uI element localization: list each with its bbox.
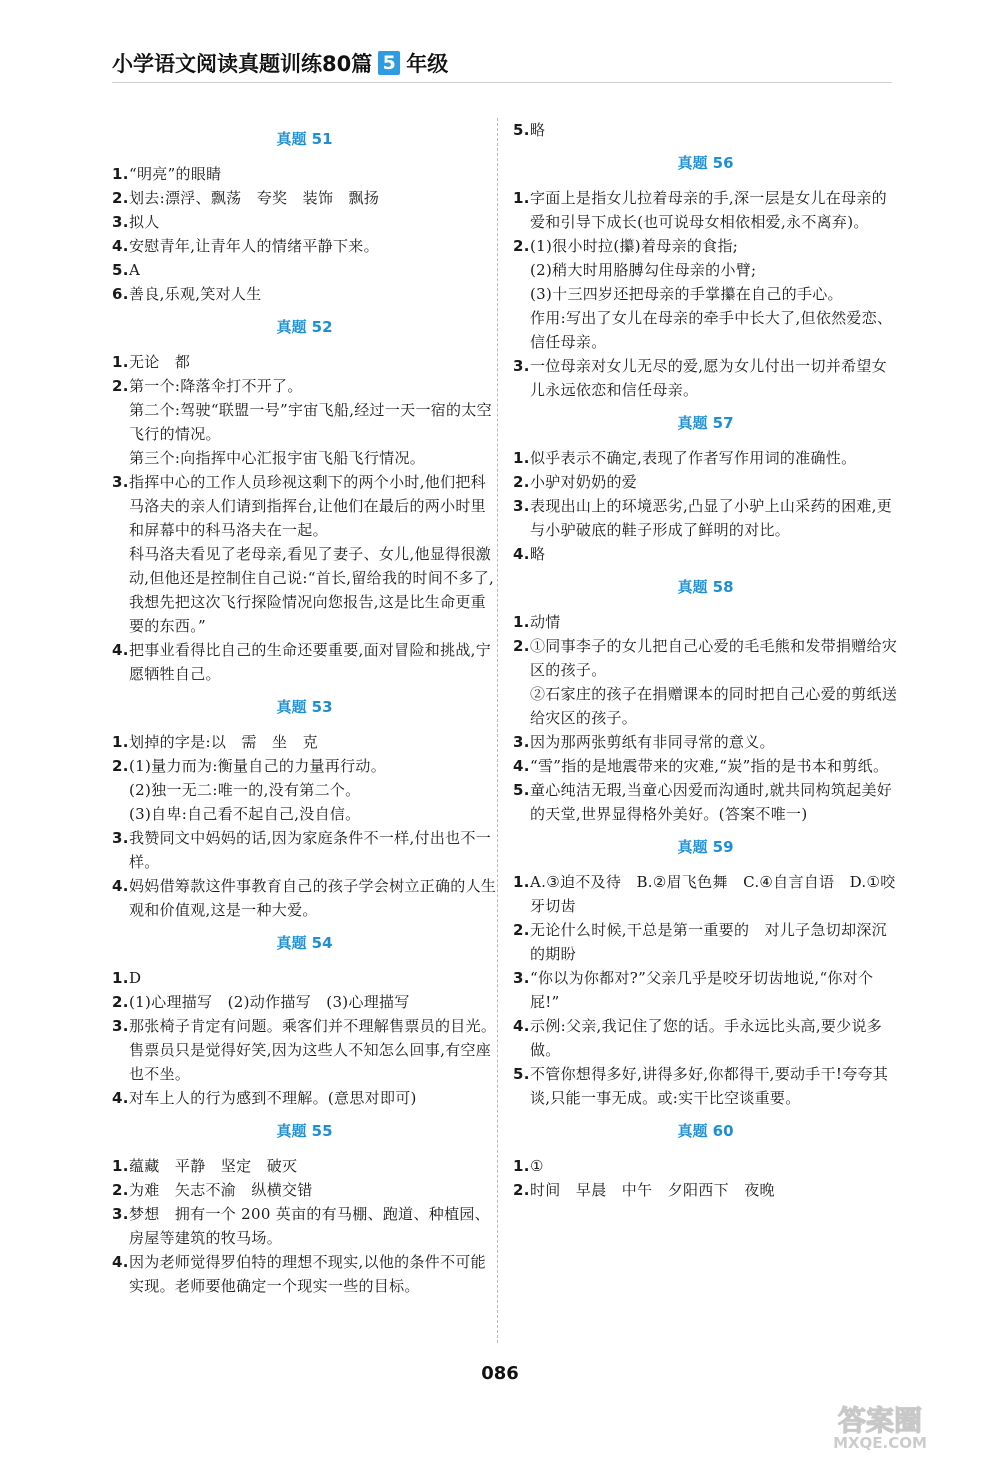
answer-line: (2)独一无二:唯一的,没有第二个。 — [129, 781, 361, 799]
answer-item — [112, 966, 497, 990]
watermark-icon — [780, 1400, 980, 1452]
section-title: 真题 51 — [276, 130, 333, 148]
answer-item — [513, 610, 898, 634]
answer-item — [112, 282, 497, 306]
answer-item — [112, 1202, 497, 1250]
answer-item — [513, 754, 898, 778]
answer-item — [112, 470, 497, 638]
answer-line: 第三个:向指挥中心汇报宇宙飞船飞行情况。 — [129, 449, 426, 467]
answer-line: 梦想 拥有一个 200 英亩的有马棚、跑道、种植园、房屋等建筑的牧马场。 — [129, 1205, 490, 1247]
item-number: 1. — [112, 353, 129, 371]
item-number: 1. — [112, 733, 129, 751]
answer-item — [513, 778, 898, 826]
answer-line: 一位母亲对女儿无尽的爱,愿为女儿付出一切并希望女儿永远依恋和信任母亲。 — [530, 357, 887, 399]
answer-item — [513, 966, 898, 1014]
item-number: 1. — [513, 189, 530, 207]
answer-item — [112, 1250, 497, 1298]
item-number: 2. — [513, 637, 530, 655]
answer-line: 那张椅子肯定有问题。乘客们并不理解售票员的目光。售票员只是觉得好笑,因为这些人不知怎么回事,有空座也不坐。 — [129, 1017, 497, 1083]
answer-line: 我赞同文中妈妈的话,因为家庭条件不一样,付出也不一样。 — [129, 829, 492, 871]
page-number: 086 — [481, 1363, 519, 1384]
section-title: 真题 52 — [276, 318, 333, 336]
answer-item — [513, 494, 898, 542]
answer-item — [112, 990, 497, 1014]
answer-item — [513, 1178, 898, 1202]
answer-line: D — [129, 969, 142, 987]
answer-line: 妈妈借筹款这件事教育自己的孩子学会树立正确的人生观和价值观,这是一种大爱。 — [129, 877, 497, 919]
answer-item — [112, 754, 497, 826]
item-number: 3. — [112, 213, 129, 231]
answer-item — [112, 350, 497, 374]
answer-item — [112, 826, 497, 874]
answer-line: A — [129, 261, 141, 279]
answer-line: “你以为你都对?”父亲几乎是咬牙切齿地说,“你对个屁!” — [530, 969, 874, 1011]
answer-line: 无论什么时候,干总是第一重要的 对儿子急切却深沉的期盼 — [530, 921, 887, 963]
answer-line: 因为老师觉得罗伯特的理想不现实,以他的条件不可能实现。老师要他确定一个现实一些的目标。 — [129, 1253, 486, 1295]
answer-item — [513, 470, 898, 494]
answer-item — [112, 374, 497, 470]
item-number: 1. — [513, 1157, 530, 1175]
right-column — [513, 118, 898, 1202]
section-title: 真题 56 — [677, 154, 734, 172]
item-number: 5. — [112, 261, 129, 279]
answer-item — [112, 258, 497, 282]
section-title: 真题 55 — [276, 1122, 333, 1140]
item-number: 1. — [513, 613, 530, 631]
answer-line: 似乎表示不确定,表现了作者写作用词的准确性。 — [530, 449, 857, 467]
answer-line: 第一个:降落伞打不开了。 — [129, 377, 303, 395]
answer-line: 把事业看得比自己的生命还要重要,面对冒险和挑战,宁愿牺牲自己。 — [129, 641, 492, 683]
section-title: 真题 59 — [677, 838, 734, 856]
answer-item — [513, 1062, 898, 1110]
item-number: 5. — [513, 781, 530, 799]
answer-line: 科马洛夫看见了老母亲,看见了妻子、女儿,他显得很激动,但他还是控制住自己说:“首长,留给我的时间不多了,我想先把这次飞行探险情况向您报告,这是比生命更重要的东西。” — [129, 545, 495, 635]
item-number: 2. — [513, 473, 530, 491]
section-title: 真题 53 — [276, 698, 333, 716]
item-number: 4. — [513, 757, 530, 775]
item-number: 1. — [112, 1157, 129, 1175]
answer-item — [112, 874, 497, 922]
answer-item — [513, 234, 898, 354]
answer-line: A.③迫不及待 B.②眉飞色舞 C.④自言自语 D.①咬牙切齿 — [530, 873, 896, 915]
item-number: 2. — [112, 1181, 129, 1199]
header-divider — [112, 82, 892, 83]
item-number: 1. — [112, 165, 129, 183]
answer-line: 时间 早晨 中午 夕阳西下 夜晚 — [530, 1181, 775, 1199]
answer-item — [112, 162, 497, 186]
answer-line: 略 — [530, 545, 546, 563]
answer-item — [112, 1086, 497, 1110]
item-number: 3. — [112, 829, 129, 847]
item-number: 2. — [513, 1181, 530, 1199]
answer-item — [513, 634, 898, 730]
answer-line: 动情 — [530, 613, 561, 631]
answer-item — [513, 1014, 898, 1062]
item-number: 1. — [513, 873, 530, 891]
answer-line: “明亮”的眼睛 — [129, 165, 222, 183]
answer-line: (1)很小时拉(攥)着母亲的食指; — [530, 237, 739, 255]
item-number: 3. — [513, 497, 530, 515]
answer-line: 拟人 — [129, 213, 160, 231]
answer-item — [112, 730, 497, 754]
answer-line: 安慰青年,让青年人的情绪平静下来。 — [129, 237, 379, 255]
answer-line: 不管你想得多好,讲得多好,你都得干,要动手干!夸夸其谈,只能一事无成。或:实干比空谈重要。 — [530, 1065, 889, 1107]
answer-line: 表现出山上的环境恶劣,凸显了小驴上山采药的困难,更与小驴破底的鞋子形成了鲜明的对比。 — [530, 497, 893, 539]
answer-item — [513, 542, 898, 566]
book-title: 小学语文阅读真题训练80篇 — [112, 52, 373, 76]
answer-line: 对车上人的行为感到不理解。(意思对即可) — [129, 1089, 417, 1107]
answer-item — [513, 354, 898, 402]
section-title: 真题 58 — [677, 578, 734, 596]
grade-suffix: 年级 — [406, 52, 449, 76]
section-title: 真题 57 — [677, 414, 734, 432]
item-number: 3. — [513, 733, 530, 751]
answer-item — [112, 1154, 497, 1178]
answer-line: 指挥中心的工作人员珍视这剩下的两个小时,他们把科马洛夫的亲人们请到指挥台,让他们在最后的两小时里和屏幕中的科马洛夫在一起。 — [129, 473, 486, 539]
answer-item — [112, 234, 497, 258]
section-title: 真题 60 — [677, 1122, 734, 1140]
item-number: 2. — [112, 189, 129, 207]
answer-line: 划去:漂浮、飘荡 夸奖 装饰 飘扬 — [129, 189, 380, 207]
answer-line: ① — [530, 1157, 544, 1175]
answer-line: 无论 都 — [129, 353, 191, 371]
item-number: 3. — [112, 1017, 129, 1035]
answer-line: (3)十三四岁还把母亲的手掌攥在自己的手心。 — [530, 285, 843, 303]
item-number: 4. — [513, 545, 530, 563]
item-number: 6. — [112, 285, 129, 303]
item-number: 3. — [513, 969, 530, 987]
answer-item — [112, 1178, 497, 1202]
answer-item — [513, 186, 898, 234]
running-header — [112, 48, 448, 78]
item-number: 5. — [513, 121, 530, 139]
answer-line: 为难 矢志不渝 纵横交错 — [129, 1181, 313, 1199]
svg-text:MXQE.COM: MXQE.COM — [833, 1434, 927, 1452]
answer-line: 第二个:驾驶“联盟一号”宇宙飞船,经过一天一宿的太空飞行的情况。 — [129, 401, 492, 443]
answer-line: 童心纯洁无瑕,当童心因爱而沟通时,就共同构筑起美好的天堂,世界显得格外美好。(答案不唯一) — [530, 781, 893, 823]
item-number: 4. — [112, 1253, 129, 1271]
answer-item — [112, 1014, 497, 1086]
item-number: 3. — [112, 1205, 129, 1223]
item-number: 4. — [112, 877, 129, 895]
answer-item — [513, 446, 898, 470]
watermark-logo — [780, 1400, 980, 1452]
answer-line: (1)量力而为:衡量自己的力量再行动。 — [129, 757, 387, 775]
answer-line: 善良,乐观,笑对人生 — [129, 285, 262, 303]
answer-line: (1)心理描写 (2)动作描写 (3)心理描写 — [129, 993, 410, 1011]
answer-line: 字面上是指女儿拉着母亲的手,深一层是女儿在母亲的爱和引导下成长(也可说母女相依相爱,永不离弃)。 — [530, 189, 887, 231]
answer-line: 略 — [530, 121, 546, 139]
section-title: 真题 54 — [276, 934, 333, 952]
answer-item — [513, 870, 898, 918]
column-divider — [497, 118, 499, 1343]
answer-line: ②石家庄的孩子在捐赠课本的同时把自己心爱的剪纸送给灾区的孩子。 — [530, 685, 898, 727]
item-number: 2. — [513, 921, 530, 939]
answer-line: “雪”指的是地震带来的灾难,“炭”指的是书本和剪纸。 — [530, 757, 889, 775]
answer-item — [112, 210, 497, 234]
answer-item — [513, 1154, 898, 1178]
answer-item — [112, 186, 497, 210]
answer-line: 示例:父亲,我记住了您的话。手永远比头高,要少说多做。 — [530, 1017, 883, 1059]
answer-line: 蕴藏 平静 坚定 破灭 — [129, 1157, 298, 1175]
item-number: 4. — [112, 1089, 129, 1107]
answer-line: 划掉的字是:以 需 坐 克 — [129, 733, 318, 751]
answer-line: 因为那两张剪纸有非同寻常的意义。 — [530, 733, 775, 751]
svg-text:答案圈: 答案圈 — [837, 1404, 923, 1437]
answer-line: 小驴对奶奶的爱 — [530, 473, 638, 491]
item-number: 1. — [112, 969, 129, 987]
answer-line: (3)自卑:自己看不起自己,没自信。 — [129, 805, 361, 823]
item-number: 4. — [513, 1017, 530, 1035]
item-number: 1. — [513, 449, 530, 467]
item-number: 2. — [112, 377, 129, 395]
answer-line: ①同事李子的女儿把自己心爱的毛毛熊和发带捐赠给灾区的孩子。 — [530, 637, 898, 679]
item-number: 4. — [112, 641, 129, 659]
answer-item — [112, 638, 497, 686]
left-column — [112, 118, 497, 1298]
answer-line: 作用:写出了女儿在母亲的牵手中长大了,但依然爱恋、信任母亲。 — [530, 309, 893, 351]
item-number: 3. — [513, 357, 530, 375]
answer-item — [513, 118, 898, 142]
item-number: 4. — [112, 237, 129, 255]
item-number: 3. — [112, 473, 129, 491]
grade-badge: 5 — [378, 51, 400, 75]
answer-item — [513, 918, 898, 966]
answer-line: (2)稍大时用胳膊勾住母亲的小臂; — [530, 261, 757, 279]
item-number: 2. — [112, 993, 129, 1011]
item-number: 2. — [112, 757, 129, 775]
item-number: 5. — [513, 1065, 530, 1083]
answer-item — [513, 730, 898, 754]
item-number: 2. — [513, 237, 530, 255]
